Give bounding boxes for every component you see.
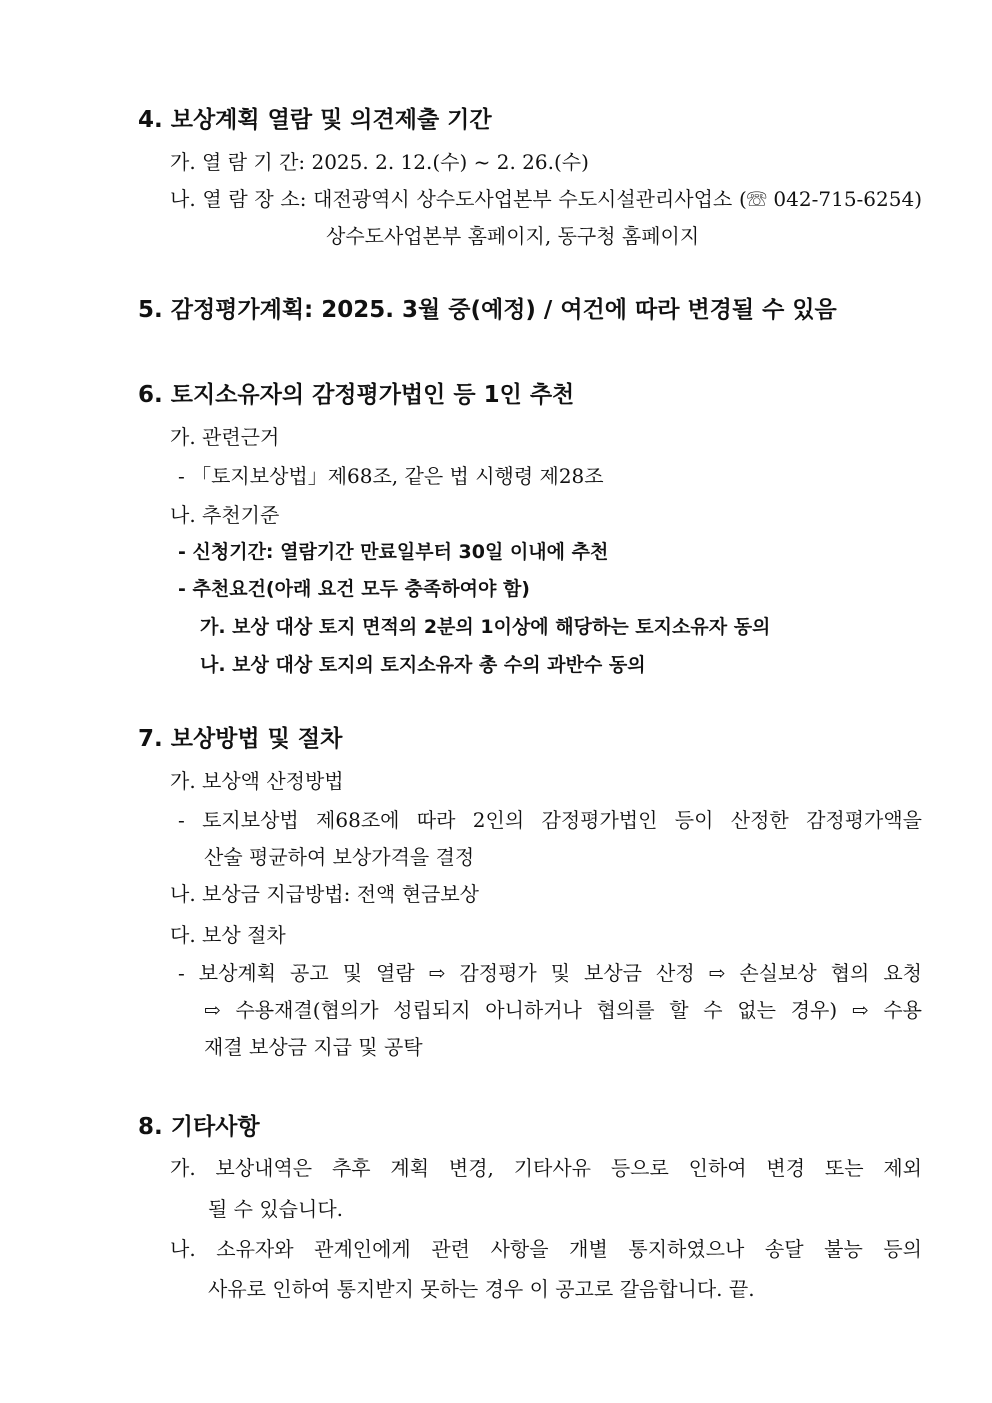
criteria-requirements: - 추천요건(아래 요건 모두 충족하여야 함) <box>178 578 530 600</box>
viewing-place: 나. 열 람 장 소: 대전광역시 상수도사업본부 수도시설관리사업소 (☏ 042-715-6254) <box>170 187 922 211</box>
section-6-title: 6. 토지소유자의 감정평가법인 등 1인 추천 <box>138 382 575 408</box>
calc-method-line-1: - 토지보상법 제68조에 따라 2인의 감정평가법인 등이 산정한 감정평가액을 <box>178 808 922 832</box>
criteria-application-period: - 신청기간: 열람기간 만료일부터 30일 이내에 추천 <box>178 541 609 563</box>
note-b-line-1: 나. 소유자와 관계인에게 관련 사항을 개별 통지하였으나 송달 불능 등의 <box>170 1237 922 1261</box>
procedure-line-1: - 보상계획 공고 및 열람 ⇨ 감정평가 및 보상금 산정 ⇨ 손실보상 협의 요청 <box>178 961 922 985</box>
criteria-label: 나. 추천기준 <box>170 503 280 527</box>
calc-method-line-2: 산술 평균하여 보상가격을 결정 <box>204 845 475 869</box>
procedure-line-2: ⇨ 수용재결(협의가 성립되지 아니하거나 협의를 할 수 없는 경우) ⇨ 수용 <box>204 998 922 1022</box>
requirement-majority: 나. 보상 대상 토지의 토지소유자 총 수의 과반수 동의 <box>200 654 646 676</box>
basis-item: - 「토지보상법」제68조, 같은 법 시행령 제28조 <box>178 464 604 488</box>
requirement-area: 가. 보상 대상 토지 면적의 2분의 1이상에 해당하는 토지소유자 동의 <box>200 616 771 638</box>
basis-label: 가. 관련근거 <box>170 425 280 449</box>
procedure-line-3: 재결 보상금 지급 및 공탁 <box>204 1035 423 1059</box>
note-a-line-1: 가. 보상내역은 추후 계획 변경, 기타사유 등으로 인하여 변경 또는 제외 <box>170 1156 922 1180</box>
section-5-title: 5. 감정평가계획: 2025. 3월 중(예정) / 여건에 따라 변경될 수 있음 <box>138 297 837 323</box>
section-8-title: 8. 기타사항 <box>138 1114 260 1140</box>
viewing-period: 가. 열 람 기 간: 2025. 2. 12.(수) ~ 2. 26.(수) <box>170 150 589 174</box>
viewing-place-continued: 상수도사업본부 홈페이지, 동구청 홈페이지 <box>326 224 700 248</box>
note-a-line-2: 될 수 있습니다. <box>208 1197 343 1221</box>
note-b-line-2: 사유로 인하여 통지받지 못하는 경우 이 공고로 갈음합니다. 끝. <box>208 1277 755 1301</box>
procedure-label: 다. 보상 절차 <box>170 923 286 947</box>
calc-method-label: 가. 보상액 산정방법 <box>170 769 344 793</box>
payment-method: 나. 보상금 지급방법: 전액 현금보상 <box>170 882 480 906</box>
section-7-title: 7. 보상방법 및 절차 <box>138 726 343 752</box>
section-4-title: 4. 보상계획 열람 및 의견제출 기간 <box>138 107 492 133</box>
